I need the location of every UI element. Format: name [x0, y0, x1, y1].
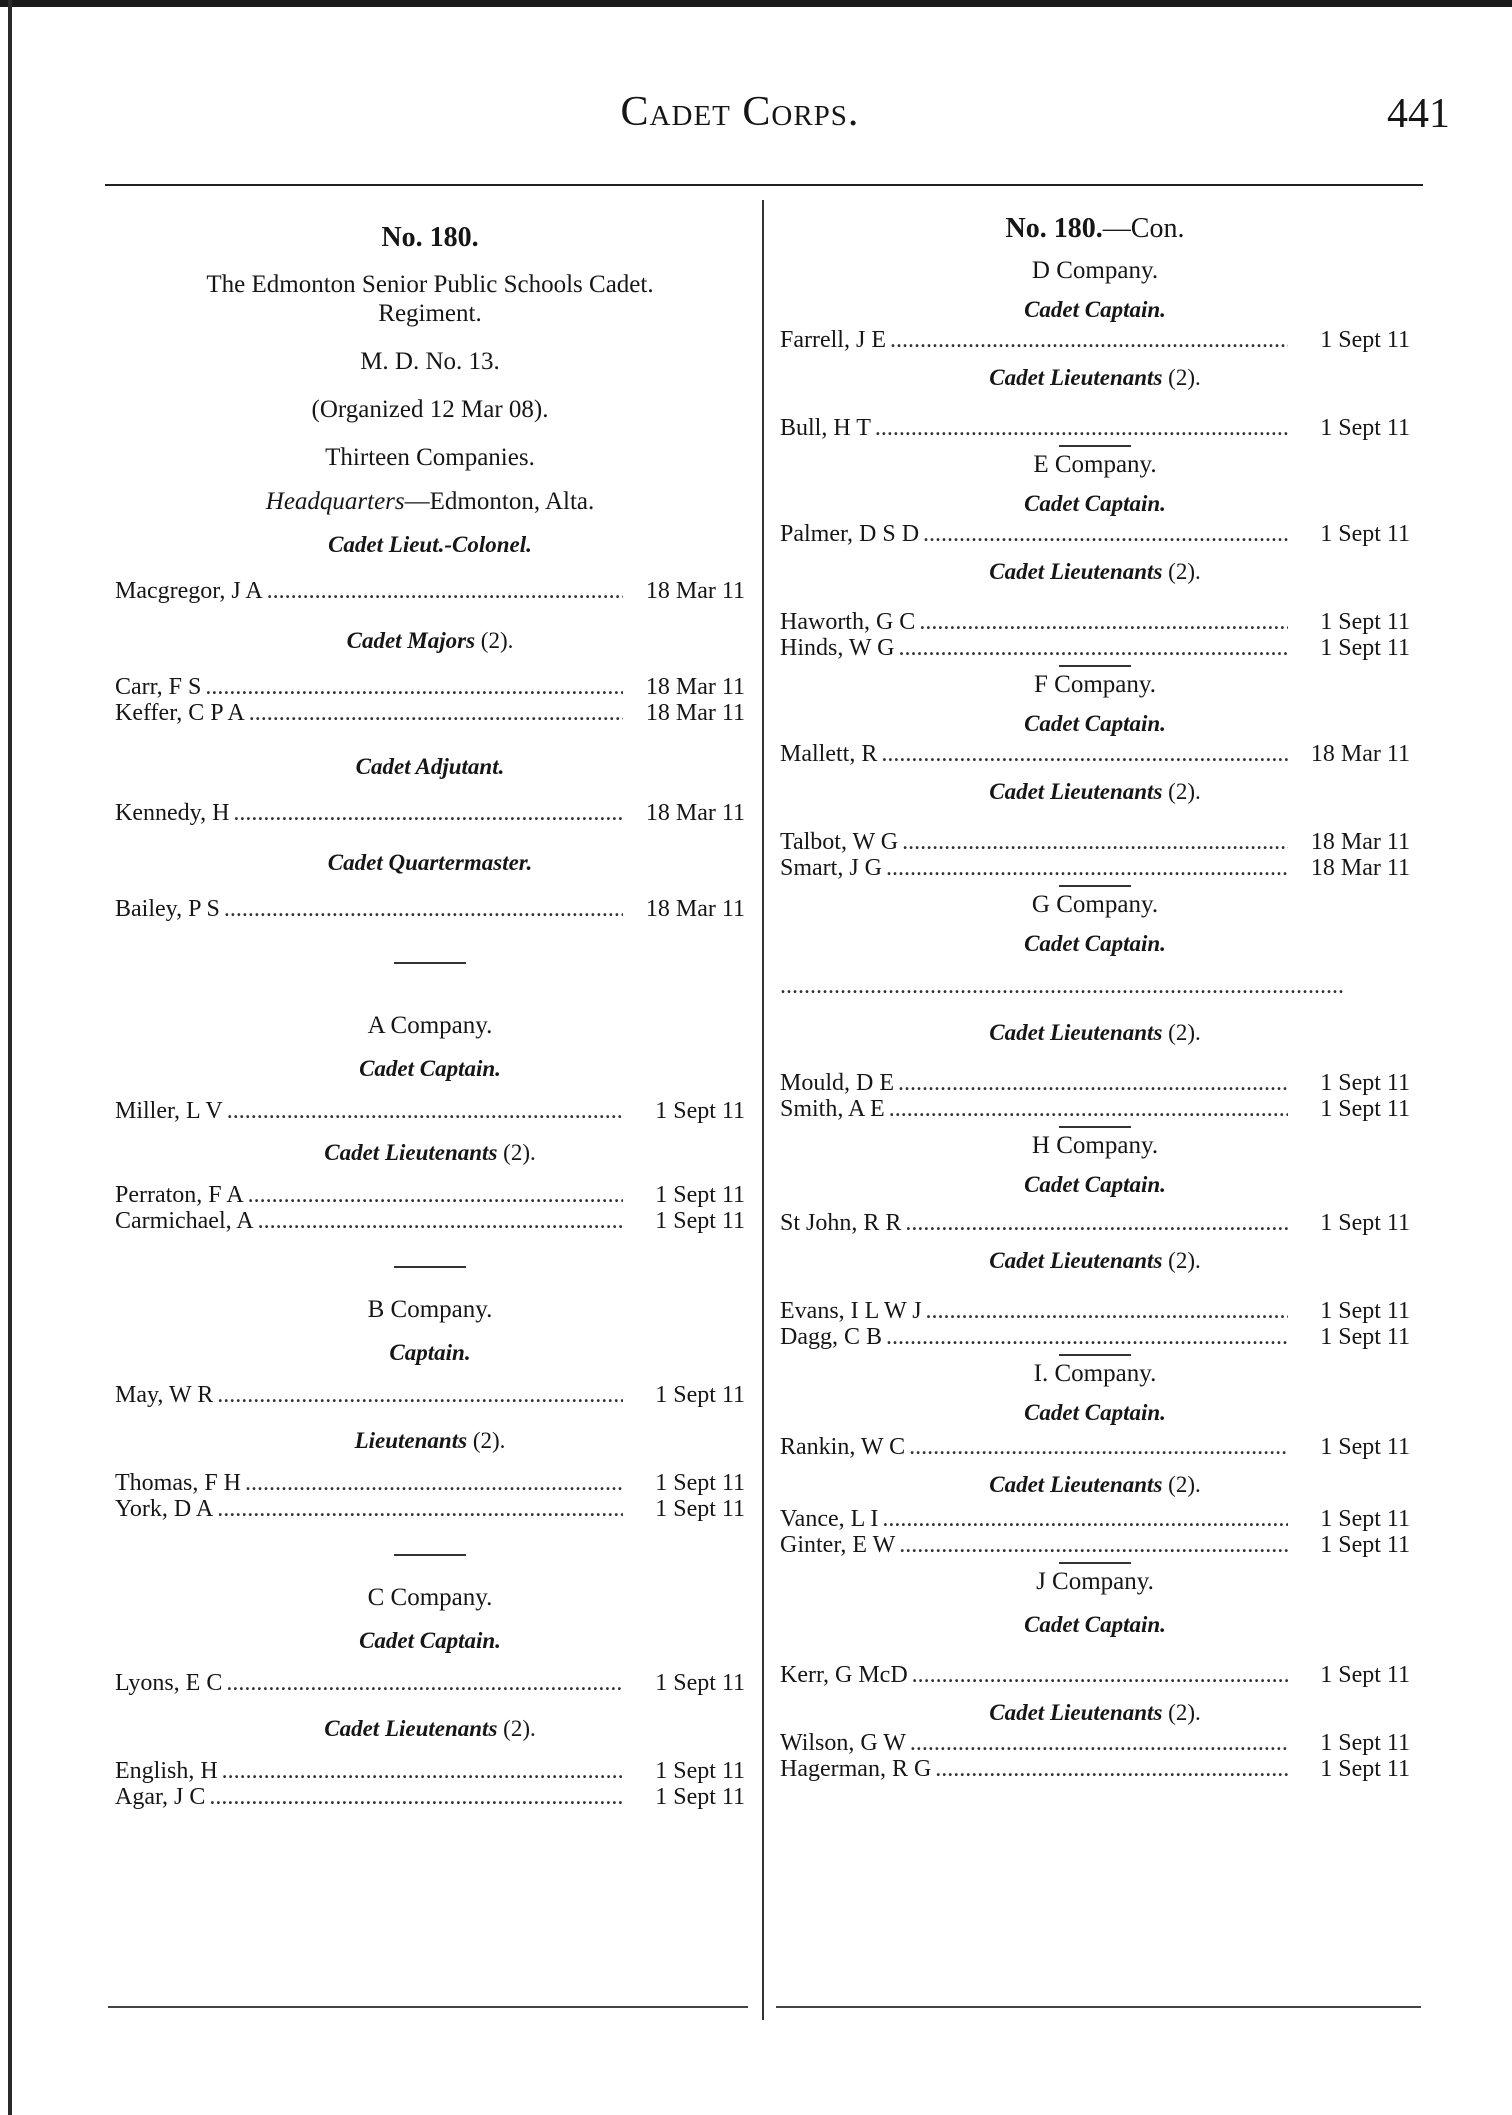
- leader-dots: [889, 1096, 1288, 1122]
- officer-entry: [115, 1670, 745, 1696]
- vacant-captain-dots: . . . . . . . . . . . . . . . . . . . . . . . . . . . . . . . . . . . . . . . . . . . . . . . . . . . . . . . . . . . . . . . . . . . . . . . . . . . . . . . . . . . . . . . . . . . . . .: [780, 973, 1341, 999]
- officer-entry: [115, 674, 745, 700]
- appointment-date: 1 Sept 11: [655, 1758, 745, 1784]
- right-column: [780, 213, 1410, 1782]
- officer-entry: [115, 1382, 745, 1408]
- running-title: Cadet Corps.: [620, 89, 860, 135]
- leader-dots: [224, 896, 623, 922]
- appointment-date: 18 Mar 11: [645, 800, 745, 826]
- officer-entry: [780, 1434, 1410, 1460]
- appointment-date: 1 Sept 11: [1320, 1324, 1410, 1350]
- officer-name: Hinds, W G: [780, 635, 895, 661]
- leader-dots: [881, 741, 1288, 767]
- officer-entry: [115, 1182, 745, 1208]
- appointment-date: 1 Sept 11: [1320, 1298, 1410, 1324]
- leader-dots: [875, 415, 1288, 441]
- leader-dots: [886, 855, 1288, 881]
- appointment-date: 1 Sept 11: [655, 1470, 745, 1496]
- rank-heading: Cadet Lieutenants (2).: [989, 559, 1201, 584]
- appointment-date: 1 Sept 11: [1320, 1532, 1410, 1558]
- rank-heading: Cadet Captain.: [359, 1056, 501, 1081]
- appointment-date: 1 Sept 11: [1320, 635, 1410, 661]
- company-heading: E Company.: [1033, 451, 1157, 478]
- header-rule: [105, 184, 1423, 186]
- rank-heading: Cadet Lieutenants (2).: [989, 365, 1201, 390]
- appointment-date: 1 Sept 11: [1320, 415, 1410, 441]
- leader-dots: [209, 1784, 623, 1810]
- leader-dots: [249, 700, 623, 726]
- officer-entry: [115, 896, 745, 922]
- officer-entry: [780, 741, 1410, 767]
- headquarters-place: —Edmonton, Alta.: [404, 488, 595, 515]
- officer-name: Palmer, D S D: [780, 521, 920, 547]
- appointment-date: 1 Sept 11: [1320, 1434, 1410, 1460]
- bottom-rule-left: [108, 2006, 748, 2008]
- left-column: [115, 222, 745, 1810]
- page-number: 441: [1387, 91, 1450, 137]
- leader-dots: [905, 1210, 1288, 1236]
- military-district: M. D. No. 13.: [360, 348, 500, 375]
- officer-entry: [115, 800, 745, 826]
- officer-entry: [780, 855, 1410, 881]
- appointment-date: 18 Mar 11: [645, 674, 745, 700]
- leader-dots: [923, 521, 1288, 547]
- leader-dots: [217, 1496, 623, 1522]
- leader-dots: [926, 1298, 1288, 1324]
- officer-entry: [115, 1784, 745, 1810]
- officer-name: May, W R: [115, 1382, 214, 1408]
- rank-heading: Cadet Lieutenants (2).: [989, 1472, 1201, 1497]
- officer-name: Lyons, E C: [115, 1670, 223, 1696]
- officer-entry: [115, 1208, 745, 1234]
- company-heading: D Company.: [1031, 257, 1159, 284]
- rank-heading: Cadet Captain.: [1024, 711, 1166, 736]
- officer-name: Perraton, F A: [115, 1182, 244, 1208]
- company-heading: I. Company.: [1033, 1360, 1157, 1387]
- officer-entry: [780, 1730, 1410, 1756]
- appointment-date: 18 Mar 11: [1310, 829, 1410, 855]
- officer-entry: [115, 700, 745, 726]
- leader-dots: [909, 1434, 1288, 1460]
- rank-heading: Cadet Captain.: [359, 1628, 501, 1653]
- rank-heading: Cadet Captain.: [1024, 491, 1166, 516]
- headquarters-label: Headquarters: [265, 488, 405, 515]
- officer-name: Smith, A E: [780, 1096, 885, 1122]
- appointment-date: 1 Sept 11: [655, 1670, 745, 1696]
- officer-entry: [115, 1496, 745, 1522]
- officer-entry: [780, 1298, 1410, 1324]
- officer-name: Mallett, R: [780, 741, 878, 767]
- appointment-date: 1 Sept 11: [655, 1784, 745, 1810]
- rank-heading: Cadet Lieutenants (2).: [989, 1020, 1201, 1045]
- officer-entry: [780, 1324, 1410, 1350]
- officer-name: Carr, F S: [115, 674, 202, 700]
- officer-entry: [780, 327, 1410, 353]
- regiment-number: No. 180.: [381, 222, 479, 253]
- officer-name: Bull, H T: [780, 415, 871, 441]
- officer-name: Smart, J G: [780, 855, 882, 881]
- appointment-date: 18 Mar 11: [1310, 741, 1410, 767]
- appointment-date: 1 Sept 11: [1320, 521, 1410, 547]
- officer-name: Thomas, F H: [115, 1470, 241, 1496]
- officer-name: Hagerman, R G: [780, 1756, 932, 1782]
- company-heading: H Company.: [1031, 1132, 1159, 1159]
- officer-entry: [780, 1662, 1410, 1688]
- leader-dots: [217, 1382, 623, 1408]
- appointment-date: 18 Mar 11: [645, 700, 745, 726]
- leader-dots: [919, 609, 1288, 635]
- rank-heading: Cadet Quartermaster.: [327, 850, 533, 875]
- appointment-date: 1 Sept 11: [1320, 1730, 1410, 1756]
- officer-name: Evans, I L W J: [780, 1298, 922, 1324]
- officer-name: St John, R R: [780, 1210, 902, 1236]
- appointment-date: 1 Sept 11: [655, 1208, 745, 1234]
- officer-name: Wilson, G W: [780, 1730, 906, 1756]
- company-heading: C Company.: [367, 1584, 493, 1611]
- company-count: Thirteen Companies.: [325, 444, 535, 471]
- headquarters-line: [115, 488, 745, 516]
- leader-dots: [902, 829, 1288, 855]
- rank-heading: Captain.: [389, 1340, 471, 1365]
- regiment-number-continued: No. 180.—Con.: [1005, 213, 1185, 244]
- company-heading: A Company.: [367, 1012, 493, 1039]
- rank-heading: Cadet Majors (2).: [346, 628, 514, 653]
- company-heading: J Company.: [1036, 1568, 1154, 1595]
- officer-name: Miller, L V: [115, 1098, 223, 1124]
- rank-heading: Cadet Lieutenants (2).: [989, 1248, 1201, 1273]
- leader-dots: [882, 1506, 1288, 1532]
- officer-entry: [115, 578, 745, 604]
- rank-heading: Cadet Lieutenants (2).: [989, 1700, 1201, 1725]
- rank-heading: Cadet Lieut.-Colonel.: [328, 532, 532, 557]
- officer-name: Farrell, J E: [780, 327, 886, 353]
- officer-name: Kerr, G McD: [780, 1662, 908, 1688]
- appointment-date: 1 Sept 11: [655, 1496, 745, 1522]
- leader-dots: [890, 327, 1288, 353]
- officer-name: Vance, L I: [780, 1506, 879, 1532]
- officer-entry: [780, 609, 1410, 635]
- officer-name: Haworth, G C: [780, 609, 916, 635]
- appointment-date: 1 Sept 11: [1320, 1506, 1410, 1532]
- officer-name: Agar, J C: [115, 1784, 206, 1810]
- regiment-name-line-2: Regiment.: [378, 300, 482, 327]
- officer-entry: [780, 1756, 1410, 1782]
- rank-heading: Cadet Captain.: [1024, 931, 1166, 956]
- leader-dots: [245, 1470, 623, 1496]
- appointment-date: 1 Sept 11: [655, 1098, 745, 1124]
- rank-heading: Cadet Captain.: [1024, 297, 1166, 322]
- appointment-date: 1 Sept 11: [1320, 609, 1410, 635]
- leader-dots: [886, 1324, 1288, 1350]
- leader-dots: [898, 1070, 1288, 1096]
- leader-dots: [898, 635, 1288, 661]
- appointment-date: 1 Sept 11: [655, 1182, 745, 1208]
- appointment-date: 1 Sept 11: [1320, 327, 1410, 353]
- rank-heading: Cadet Lieutenants (2).: [324, 1716, 536, 1741]
- officer-name: Talbot, W G: [780, 829, 899, 855]
- rank-heading: Cadet Captain.: [1024, 1172, 1166, 1197]
- leader-dots: [233, 800, 623, 826]
- leader-dots: [227, 1098, 623, 1124]
- officer-name: Macgregor, J A: [115, 578, 263, 604]
- officer-name: Dagg, C B: [780, 1324, 882, 1350]
- leader-dots: [912, 1662, 1288, 1688]
- officer-entry: [780, 1210, 1410, 1236]
- leader-dots: [226, 1670, 623, 1696]
- officer-name: York, D A: [115, 1496, 214, 1522]
- appointment-date: 1 Sept 11: [1320, 1662, 1410, 1688]
- regiment-name-line-1: The Edmonton Senior Public Schools Cadet.: [206, 271, 654, 298]
- officer-entry: [780, 1096, 1410, 1122]
- appointment-date: 1 Sept 11: [1320, 1210, 1410, 1236]
- officer-name: Mould, D E: [780, 1070, 894, 1096]
- rank-heading: Cadet Lieutenants (2).: [324, 1140, 536, 1165]
- appointment-date: 1 Sept 11: [1320, 1756, 1410, 1782]
- organized-date: (Organized 12 Mar 08).: [311, 396, 549, 423]
- rank-heading: Cadet Captain.: [1024, 1400, 1166, 1425]
- officer-name: Carmichael, A: [115, 1208, 254, 1234]
- appointment-date: 1 Sept 11: [655, 1382, 745, 1408]
- leader-dots: [222, 1758, 623, 1784]
- appointment-date: 1 Sept 11: [1320, 1096, 1410, 1122]
- company-heading: G Company.: [1031, 891, 1159, 918]
- leader-dots: [267, 578, 623, 604]
- appointment-date: 18 Mar 11: [645, 896, 745, 922]
- officer-entry: [780, 521, 1410, 547]
- officer-entry: [780, 1532, 1410, 1558]
- column-divider: [762, 200, 764, 2020]
- rank-heading: Cadet Adjutant.: [355, 754, 505, 779]
- officer-entry: [780, 1506, 1410, 1532]
- appointment-date: 1 Sept 11: [1320, 1070, 1410, 1096]
- leader-dots: [910, 1730, 1288, 1756]
- officer-entry: [780, 1070, 1410, 1096]
- appointment-date: 18 Mar 11: [645, 578, 745, 604]
- officer-entry: [115, 1758, 745, 1784]
- leader-dots: [899, 1532, 1288, 1558]
- leader-dots: [258, 1208, 623, 1234]
- leader-dots: [205, 674, 623, 700]
- officer-entry: [780, 635, 1410, 661]
- officer-name: Kennedy, H: [115, 800, 230, 826]
- company-heading: B Company.: [367, 1296, 493, 1323]
- officer-name: Ginter, E W: [780, 1532, 896, 1558]
- officer-entry: [115, 1470, 745, 1496]
- rank-heading: Cadet Captain.: [1024, 1612, 1166, 1637]
- leader-dots: [248, 1182, 623, 1208]
- officer-entry: [115, 1098, 745, 1124]
- appointment-date: 18 Mar 11: [1310, 855, 1410, 881]
- company-heading: F Company.: [1034, 671, 1156, 698]
- rank-heading: Cadet Lieutenants (2).: [989, 779, 1201, 804]
- bottom-rule-right: [776, 2006, 1421, 2008]
- leader-dots: [935, 1756, 1288, 1782]
- officer-entry: [780, 415, 1410, 441]
- officer-name: Rankin, W C: [780, 1434, 906, 1460]
- officer-name: English, H: [115, 1758, 218, 1784]
- officer-entry: [780, 829, 1410, 855]
- officer-name: Keffer, C P A: [115, 700, 245, 726]
- officer-name: Bailey, P S: [115, 896, 220, 922]
- rank-heading: Lieutenants (2).: [354, 1428, 506, 1453]
